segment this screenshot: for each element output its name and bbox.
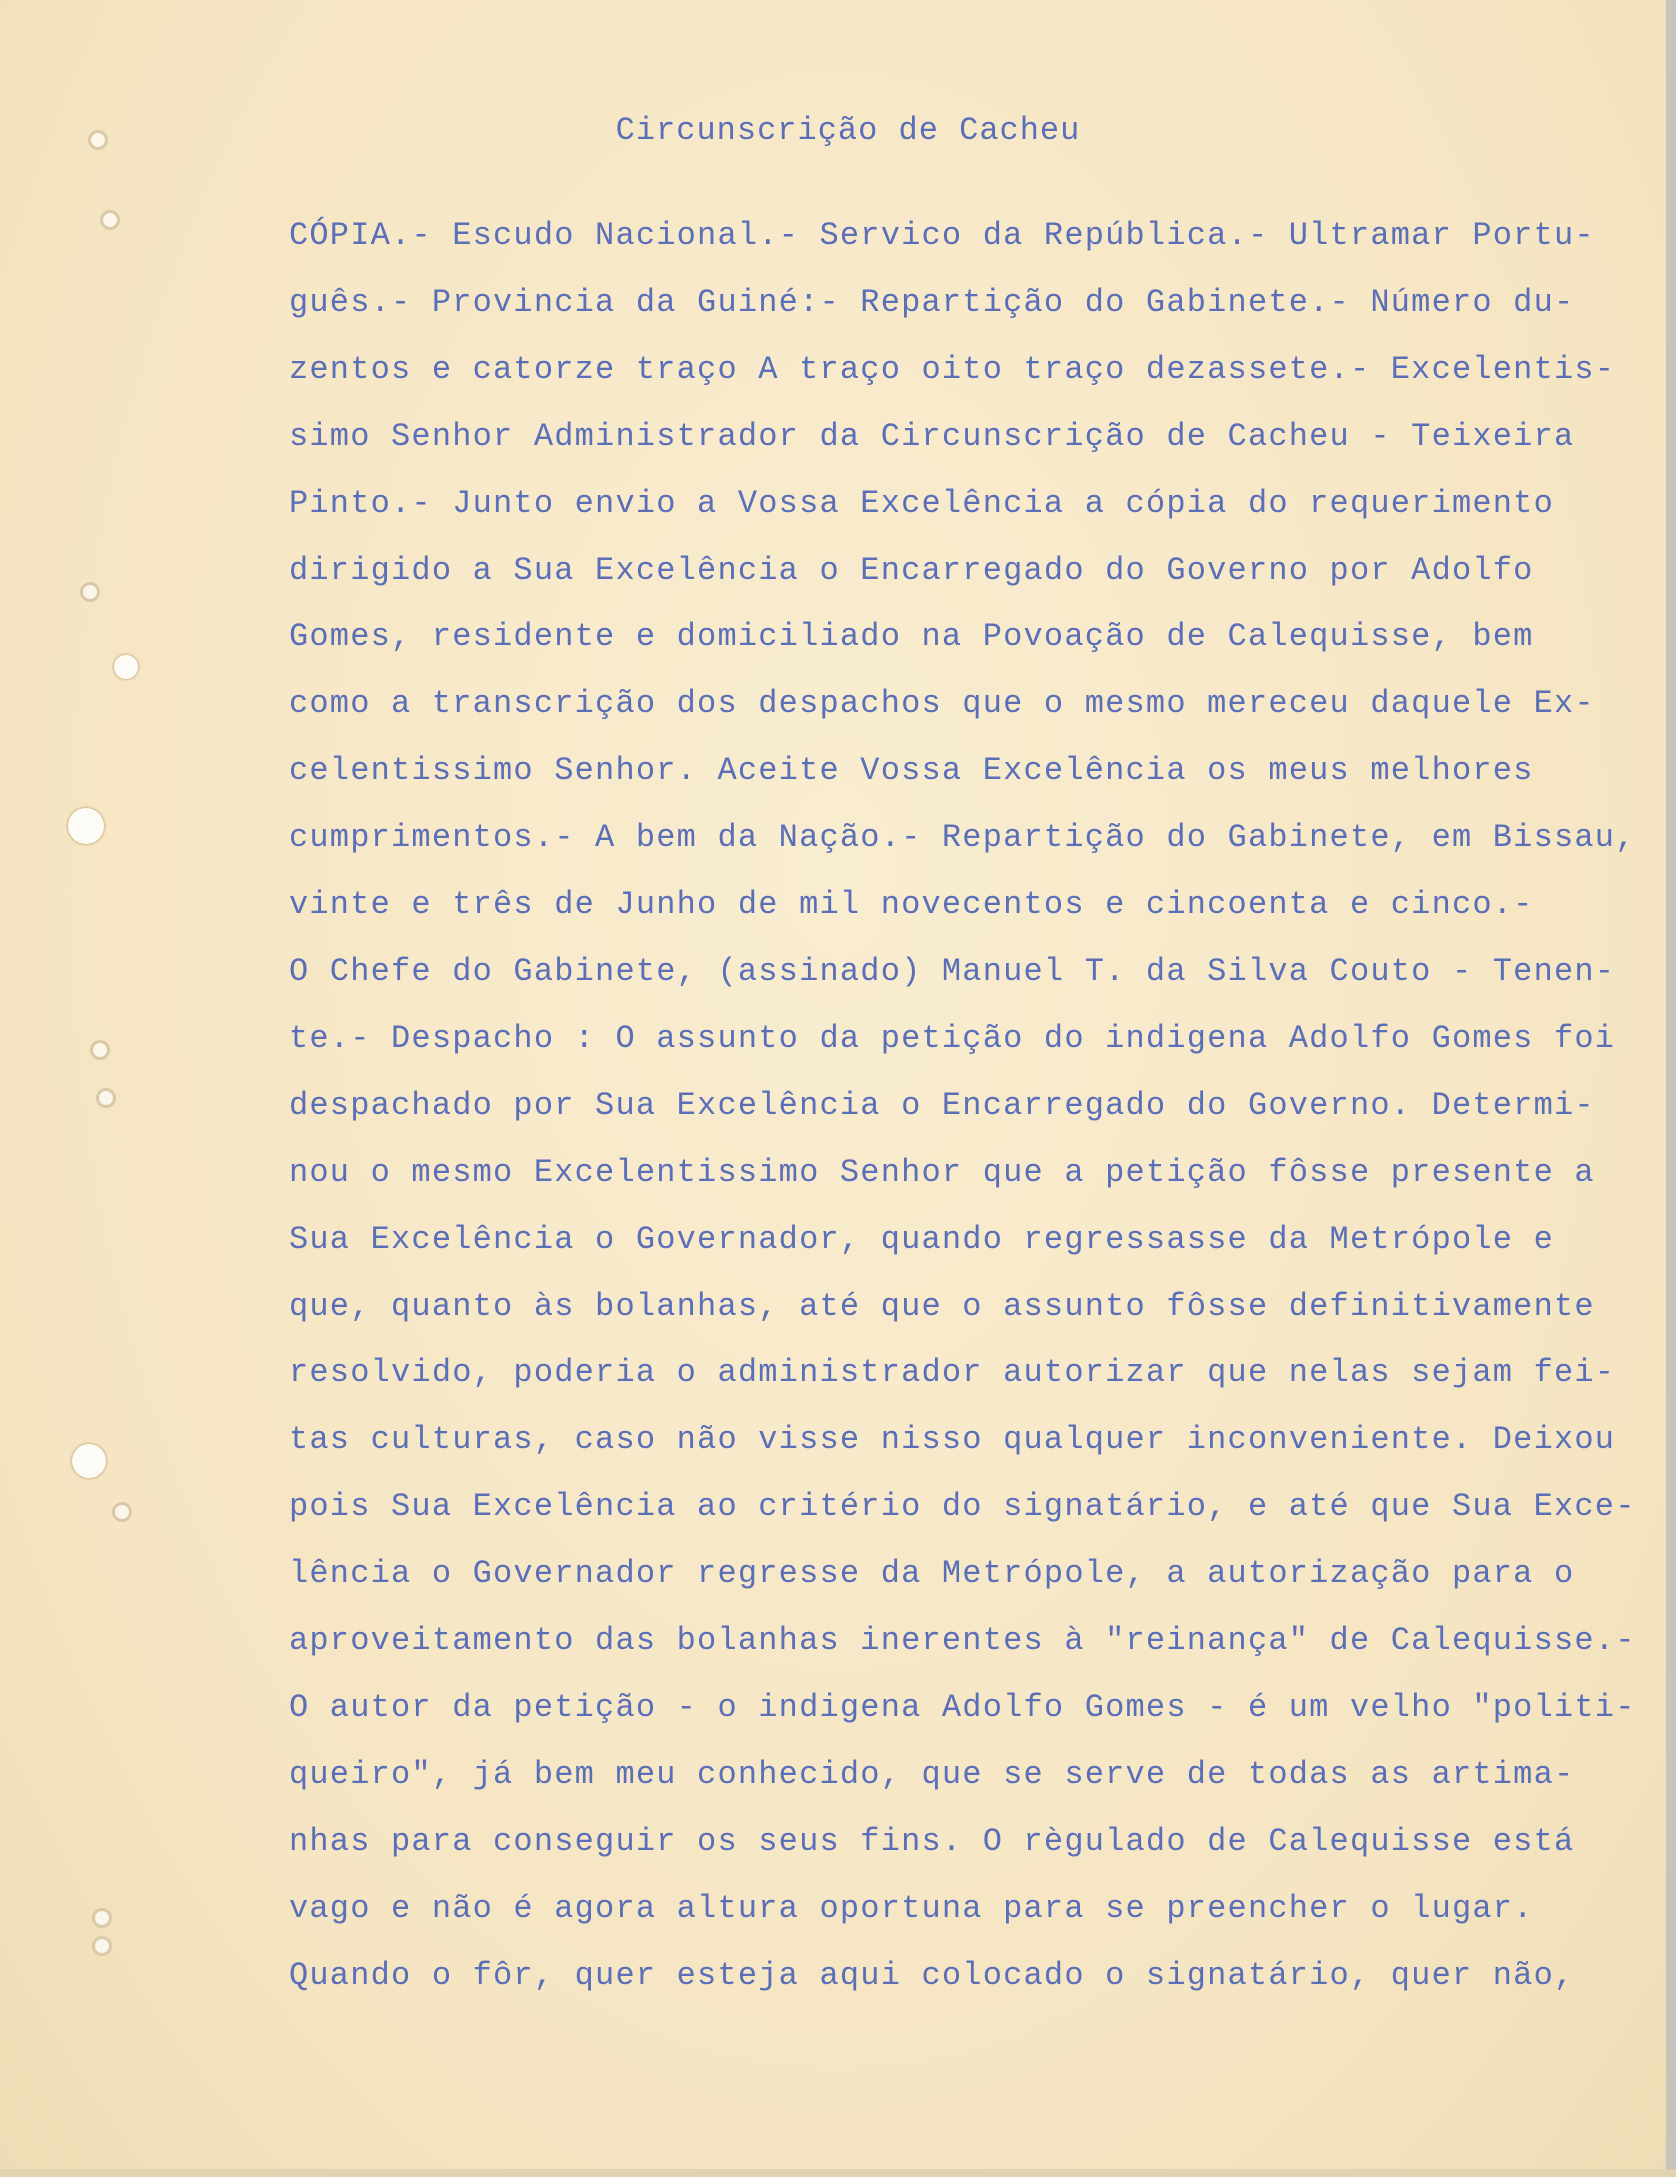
- text-line: queiro", já bem meu conhecido, que se serve de todas as artima-: [289, 1755, 1575, 1793]
- punch-hole: [72, 1444, 106, 1478]
- text-line: dirigido a Sua Excelência o Encarregado do Governo por Adolfo: [289, 551, 1534, 589]
- document-title: Circunscrição de Cacheu: [615, 112, 1081, 149]
- text-line: Pinto.- Junto envio a Vossa Excelência a cópia do requerimento: [289, 484, 1554, 522]
- text-line: Quando o fôr, quer esteja aqui colocado o signatário, quer não,: [289, 1956, 1575, 1994]
- text-line: guês.- Provincia da Guiné:- Repartição do Gabinete.- Número du-: [289, 283, 1575, 321]
- punch-hole: [114, 655, 138, 679]
- text-line: Gomes, residente e domiciliado na Povoação de Calequisse, bem: [289, 618, 1534, 656]
- page-bottom-edge: [0, 2169, 1676, 2177]
- text-line: Sua Excelência o Governador, quando regressasse da Metrópole e: [289, 1220, 1554, 1258]
- text-line: O autor da petição - o indigena Adolfo Gomes - é um velho "politi-: [289, 1688, 1636, 1726]
- punch-mark: [96, 1088, 116, 1108]
- punch-mark: [90, 1040, 110, 1060]
- punch-mark: [100, 210, 120, 230]
- punch-mark: [92, 1936, 112, 1956]
- text-line: te.- Despacho : O assunto da petição do indigena Adolfo Gomes foi: [289, 1019, 1616, 1057]
- text-line: como a transcrição dos despachos que o mesmo mereceu daquele Ex-: [289, 685, 1595, 723]
- text-line: pois Sua Excelência ao critério do signatário, e até que Sua Exce-: [289, 1488, 1636, 1526]
- text-line: cumprimentos.- A bem da Nação.- Repartição do Gabinete, em Bissau,: [289, 819, 1636, 857]
- document-body: [289, 203, 1636, 2009]
- text-line: despachado por Sua Excelência o Encarregado do Governo. Determi-: [289, 1086, 1595, 1124]
- text-line: nou o mesmo Excelentissimo Senhor que a petição fôsse presente a: [289, 1153, 1595, 1191]
- text-line: tas culturas, caso não visse nisso qualquer inconveniente. Deixou: [289, 1421, 1616, 1459]
- text-line: resolvido, poderia o administrador autorizar que nelas sejam fei-: [289, 1354, 1616, 1392]
- text-line: simo Senhor Administrador da Circunscrição de Cacheu - Teixeira: [289, 417, 1575, 455]
- punch-mark: [80, 582, 100, 602]
- text-line: aproveitamento das bolanhas inerentes à "reinança" de Calequisse.-: [289, 1622, 1636, 1660]
- punch-hole: [68, 808, 104, 844]
- text-line: CÓPIA.- Escudo Nacional.- Servico da República.- Ultramar Portu-: [289, 217, 1595, 254]
- text-line: nhas para conseguir os seus fins. O règulado de Calequisse está: [289, 1822, 1575, 1860]
- punch-mark: [92, 1908, 112, 1928]
- text-line: celentissimo Senhor. Aceite Vossa Excelência os meus melhores: [289, 752, 1534, 790]
- text-line: O Chefe do Gabinete, (assinado) Manuel T. da Silva Couto - Tenen-: [289, 952, 1616, 990]
- text-line: vago e não é agora altura oportuna para se preencher o lugar.: [289, 1889, 1534, 1927]
- text-line: que, quanto às bolanhas, até que o assunto fôsse definitivamente: [289, 1287, 1595, 1325]
- text-line: vinte e três de Junho de mil novecentos e cincoenta e cinco.-: [289, 886, 1534, 924]
- text-line: lência o Governador regresse da Metrópole, a autorização para o: [289, 1555, 1575, 1593]
- text-line: zentos e catorze traço A traço oito traço dezassete.- Excelentis-: [289, 350, 1616, 388]
- punch-mark: [112, 1502, 132, 1522]
- page-edge: [1666, 0, 1676, 2177]
